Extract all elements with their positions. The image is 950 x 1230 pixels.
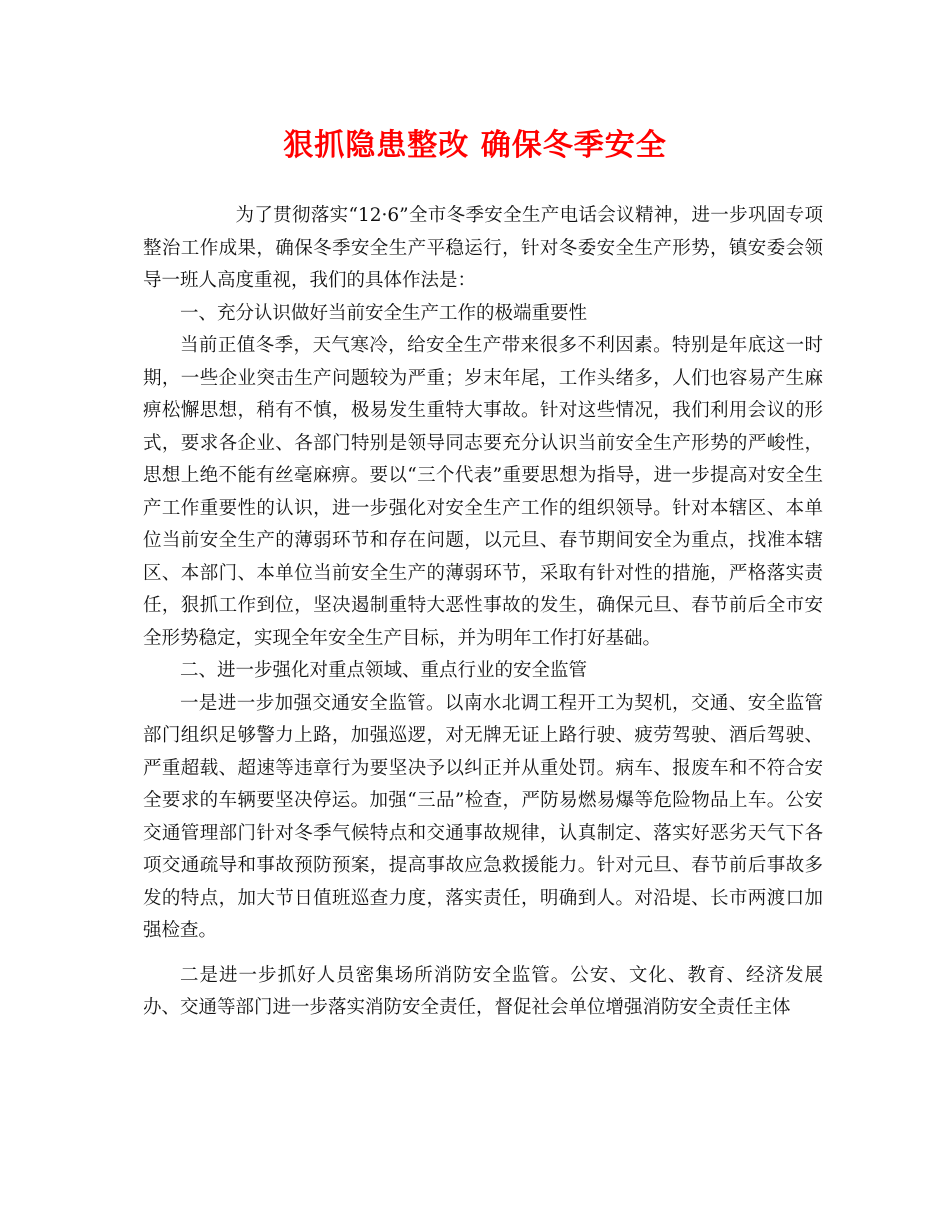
section-heading-1: 一、充分认识做好当前安全生产工作的极端重要性 — [180, 302, 588, 324]
fire-safety-paragraph: 二是进一步抓好人员密集场所消防安全监管。公安、文化、教育、经济发展办、交通等部门进一步落实消防安全责任，督促社会单位增强消防安全责任主体 — [143, 964, 823, 1018]
section-heading-2: 二、进一步强化对重点领域、重点行业的安全监管 — [180, 660, 588, 681]
traffic-safety-paragraph: 一是进一步加强交通安全监管。以南水北调工程开工为契机，交通、安全监管部门组织足够警力上路，加强巡逻，对无牌无证上路行驶、疲劳驾驶、酒后驾驶、严重超载、超速等违章行为要坚决予以纠正并从重处罚。病车、报废车和不符合安全要求的车辆要坚决停运。加强“三品”检查，严防易燃易爆等危险物品上车。公安交通管理部门针对冬季气候特点和交通事故规律，认真制定、落实好恶劣天气下各项交通疏导和事故预防预案，提高事故应急救援能力。针对元旦、春节前后事故多发的特点，加大节日值班巡查力度，落实责任，明确到人。对沿堤、长市两渡口加强检查。 — [143, 692, 823, 941]
section-1-paragraph: 当前正值冬季，天气寒冷，给安全生产带来很多不利因素。特别是年底这一时期，一些企业突击生产问题较为严重；岁末年尾，工作头绪多，人们也容易产生麻痹松懈思想，稍有不慎，极易发生重特大事故。针对这些情况，我们利用会议的形式，要求各企业、各部门特别是领导同志要充分认识当前安全生产形势的严峻性，思想上绝不能有丝毫麻痹。要以“三个代表”重要思想为指导，进一步提高对安全生产工作重要性的认识，进一步强化对安全生产工作的组织领导。针对本辖区、本单位当前安全生产的薄弱环节和存在问题，以元旦、春节期间安全为重点，找准本辖区、本部门、本单位当前安全生产的薄弱环节，采取有针对性的措施，严格落实责任，狠抓工作到位，坚决遏制重特大恶性事故的发生，确保元旦、春节前后全市安全形势稳定，实现全年安全生产目标，并为明年工作打好基础。 — [143, 335, 823, 649]
document-body — [143, 200, 823, 1025]
intro-paragraph: 为了贯彻落实“12·6”全市冬季安全生产电话会议精神，进一步巩固专项整治工作成果，确保冬季安全生产平稳运行，针对冬委安全生产形势，镇安委会领导一班人高度重视，我们的具体作法是： — [143, 205, 823, 291]
document-title: 狠抓隐患整改 确保冬季安全 — [283, 128, 667, 163]
